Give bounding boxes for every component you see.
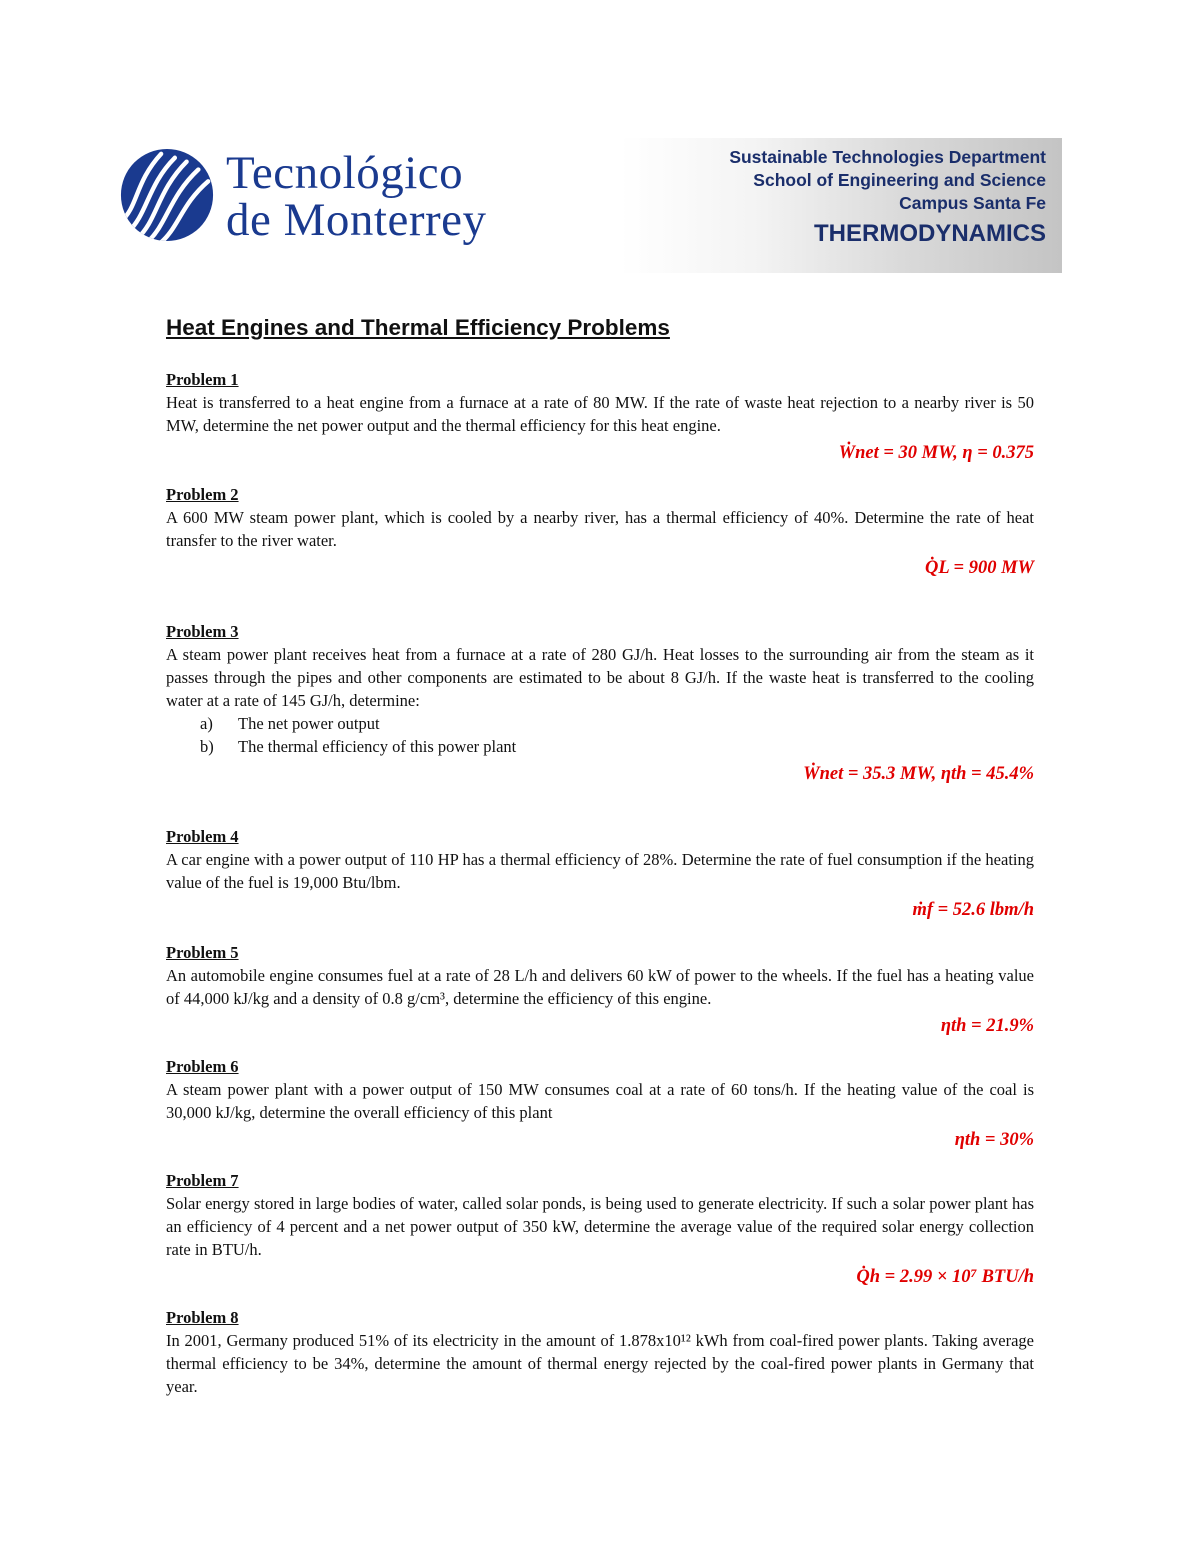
problem-text: A steam power plant receives heat from a furnace at a rate of 280 GJ/h. Heat losses to the surrounding air from the steam as it passes through the pipes and other components are estimated to be about 8 GJ/h. If the waste heat is transferred to the cooling water at a rate of 145 GJ/h, determine:: [166, 645, 1034, 710]
problem-text: A steam power plant with a power output of 150 MW consumes coal at a rate of 60 tons/h. If the heating value of the coal is 30,000 kJ/kg, determine the overall efficiency of this plant: [166, 1080, 1034, 1122]
problem-text: Solar energy stored in large bodies of water, called solar ponds, is being used to generate electricity. If such a solar power plant has an efficiency of 4 percent and a net power output of 350 kW, determine the average value of the required solar energy collection rate in BTU/h.: [166, 1194, 1034, 1259]
problem-part: [200, 735, 1034, 758]
logo-line-2: de Monterrey: [226, 194, 487, 246]
problem-part: [200, 712, 1034, 735]
problem-text: A 600 MW steam power plant, which is cooled by a nearby river, has a thermal efficiency of 40%. Determine the rate of heat transfer to the river water.: [166, 508, 1034, 550]
problem-title: Problem 1: [166, 370, 239, 389]
problem-title: Problem 7: [166, 1171, 239, 1190]
part-marker: b): [200, 737, 214, 756]
problem-2: [166, 483, 1034, 581]
problem-7: [166, 1169, 1034, 1290]
problem-answer: ηth = 21.9%: [940, 1016, 1034, 1036]
course-name: THERMODYNAMICS: [814, 220, 1046, 247]
problem-4: [166, 825, 1034, 923]
problem-title: Problem 2: [166, 485, 239, 504]
problem-8: [166, 1306, 1034, 1398]
campus-name: Campus Santa Fe: [899, 193, 1046, 213]
problem-answer: ηth = 30%: [954, 1130, 1034, 1150]
problem-3: [166, 620, 1034, 787]
problem-answer: Ẇnet = 30 MW, η = 0.375: [838, 443, 1034, 463]
problem-5: [166, 941, 1034, 1039]
problem-answer: ṁf = 52.6 lbm/h: [912, 900, 1034, 920]
flame-emblem-icon: [118, 146, 216, 244]
problem-text: In 2001, Germany produced 51% of its electricity in the amount of 1.878x10¹² kWh from coal-fired power plants. Taking average thermal efficiency to be 34%, determine the amount of thermal energy rejected by the coal-fired power plants in Germany that year.: [166, 1331, 1034, 1396]
problem-answer: Q̇L = 900 MW: [924, 558, 1034, 578]
problem-1: [166, 368, 1034, 466]
problem-title: Problem 4: [166, 827, 239, 846]
problem-title: Problem 8: [166, 1308, 239, 1327]
part-marker: a): [200, 714, 213, 733]
department-name: Sustainable Technologies Department: [729, 147, 1046, 167]
problem-title: Problem 5: [166, 943, 239, 962]
problem-answer: Ẇnet = 35.3 MW, ηth = 45.4%: [803, 764, 1034, 784]
problem-title: Problem 3: [166, 622, 239, 641]
problem-text: A car engine with a power output of 110 HP has a thermal efficiency of 28%. Determine the rate of fuel consumption if the heating value of the fuel is 19,000 Btu/lbm.: [166, 850, 1034, 892]
problem-title: Problem 6: [166, 1057, 239, 1076]
institution-logo: [118, 146, 498, 252]
problem-text: Heat is transferred to a heat engine from a furnace at a rate of 80 MW. If the rate of waste heat rejection to a nearby river is 50 MW, determine the net power output and the thermal efficiency for this heat engine.: [166, 393, 1034, 435]
problem-6: [166, 1055, 1034, 1153]
logo-line-1: Tecnológico: [226, 147, 464, 199]
part-text: The thermal efficiency of this power plant: [238, 737, 517, 756]
problem-answer: Q̇h = 2.99 × 10⁷ BTU/h: [856, 1267, 1034, 1287]
school-name: School of Engineering and Science: [753, 170, 1046, 190]
problem-text: An automobile engine consumes fuel at a rate of 28 L/h and delivers 60 kW of power to the wheels. If the fuel has a heating value of 44,000 kJ/kg and a density of 0.8 g/cm³, determine the efficiency of this engine.: [166, 966, 1034, 1008]
problem-parts: [166, 712, 1034, 758]
part-text: The net power output: [238, 714, 380, 733]
course-header: [620, 138, 1062, 273]
page-title: Heat Engines and Thermal Efficiency Problems: [166, 315, 670, 340]
